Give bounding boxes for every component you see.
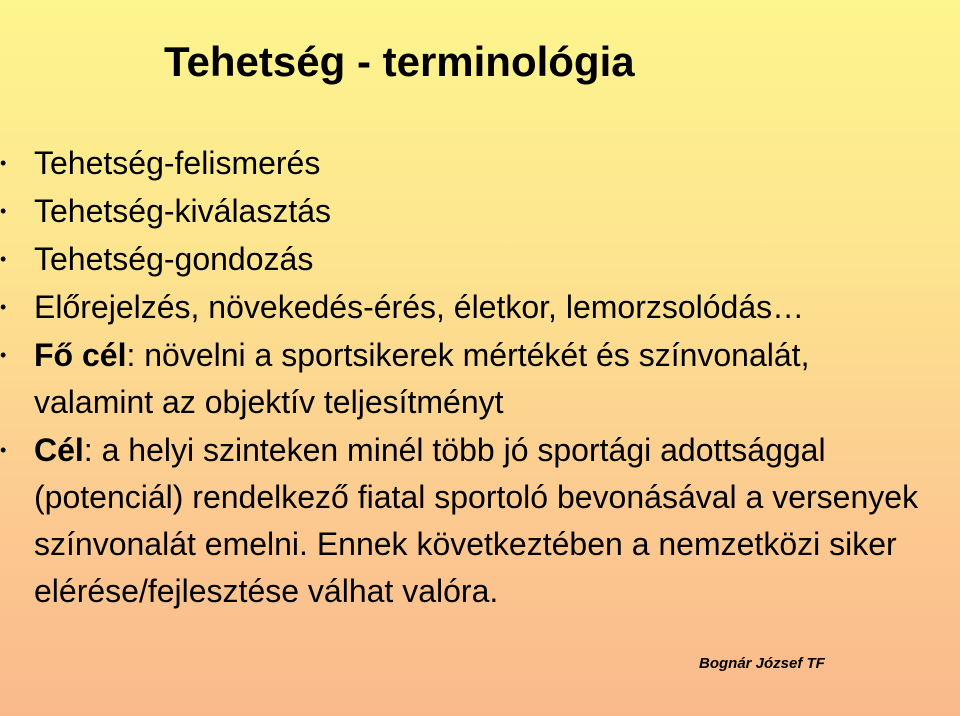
bullet-text: : növelni a sportsikerek mértékét és színvonalát, valamint az objektív teljesítményt <box>34 337 810 420</box>
bullet-dot-icon: • <box>0 345 7 365</box>
bullet-item-cel <box>0 427 930 615</box>
bullet-item-elorejelzes <box>0 284 930 331</box>
bullet-item-fo-cel <box>0 332 930 426</box>
author-credit: Bognár József TF <box>699 655 825 672</box>
bullet-dot-icon: • <box>0 153 7 173</box>
bullet-text: Előrejelzés, növekedés-érés, életkor, lemorzsolódás… <box>34 289 805 325</box>
bullet-list <box>0 140 930 616</box>
bullet-bold-label: Cél <box>34 432 84 468</box>
bullet-item-kivalasztas <box>0 188 930 235</box>
bullet-item-felismeres <box>0 140 930 187</box>
bullet-bold-label: Fő cél <box>34 337 127 373</box>
slide-title: Tehetség - terminológia <box>164 38 635 85</box>
bullet-text: Tehetség-kiválasztás <box>34 193 332 229</box>
bullet-dot-icon: • <box>0 249 7 269</box>
bullet-dot-icon: • <box>0 297 7 317</box>
bullet-text: : a helyi szinteken minél több jó sportági adottsággal (potenciál) rendelkező fiatal sportoló bevonásával a versenyek színvonalát emelni. Ennek következtében a nemzetközi siker elérése/fejlesztése válhat valóra. <box>34 432 919 609</box>
bullet-item-gondozas <box>0 236 930 283</box>
bullet-dot-icon: • <box>0 201 7 221</box>
bullet-text: Tehetség-felismerés <box>34 145 321 181</box>
bullet-text: Tehetség-gondozás <box>34 241 314 277</box>
bullet-dot-icon: • <box>0 440 7 460</box>
